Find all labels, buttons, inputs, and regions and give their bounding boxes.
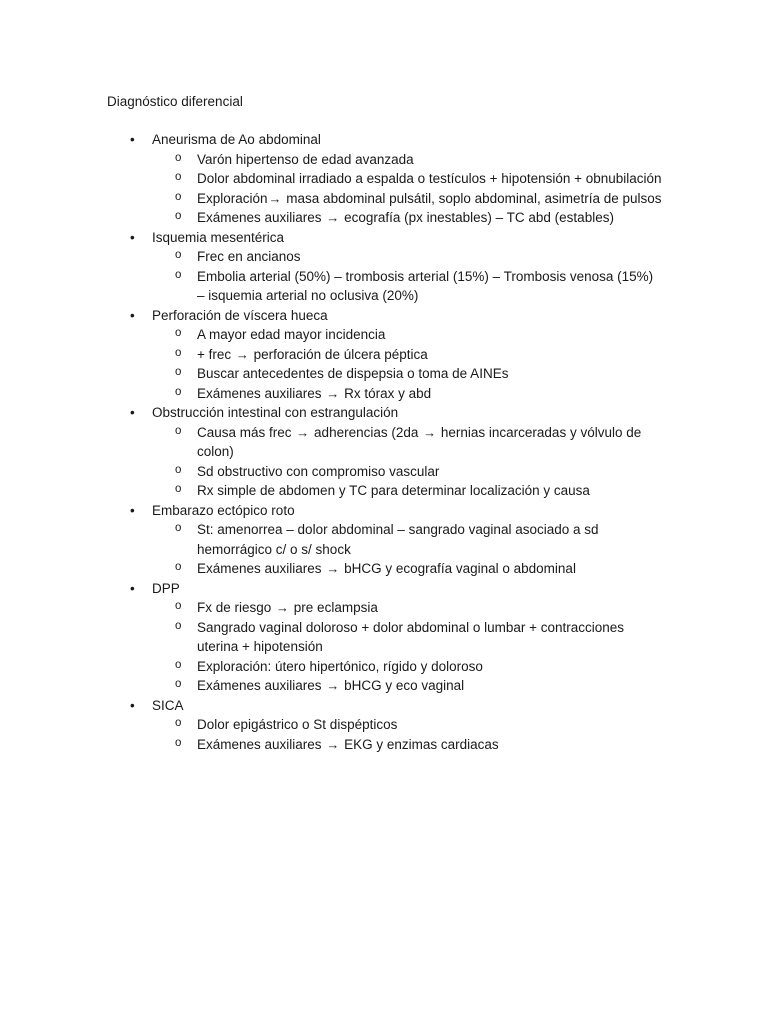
detail-text: Exámenes auxiliares <box>197 678 326 693</box>
detail-item <box>197 247 662 267</box>
detail-text: Fx de riesgo <box>197 600 276 615</box>
detail-text: Frec en ancianos <box>197 249 301 264</box>
detail-text: pre eclampsia <box>290 600 378 615</box>
detail-item <box>197 481 662 501</box>
diagnosis-details-list <box>152 150 768 228</box>
document-title: Diagnóstico diferencial <box>107 94 243 109</box>
detail-item <box>197 150 662 170</box>
diagnosis-details-list <box>152 247 768 306</box>
diagnosis-heading: Perforación de víscera hueca <box>152 307 328 323</box>
arrow-right-icon: → <box>276 600 290 615</box>
detail-text: Rx simple de abdomen y TC para determinar localización y causa <box>197 483 590 498</box>
detail-item <box>197 364 662 384</box>
detail-item <box>197 735 662 755</box>
diagnosis-heading: DPP <box>152 580 180 596</box>
detail-item <box>197 423 662 462</box>
detail-item <box>197 345 662 365</box>
detail-text: Exámenes auxiliares <box>197 736 326 752</box>
detail-text: Exploración: útero hipertónico, rígido y doloroso <box>197 658 483 674</box>
detail-text: EKG y enzimas cardiacas <box>340 736 499 752</box>
diagnosis-item <box>0 130 768 228</box>
differential-diagnosis-list <box>0 130 768 754</box>
diagnosis-heading: Aneurisma de Ao abdominal <box>152 132 321 147</box>
detail-text: Sd obstructivo con compromiso vascular <box>197 463 440 479</box>
detail-text: Exploración <box>197 190 268 206</box>
detail-text: Exámenes auxiliares <box>197 210 326 225</box>
diagnosis-heading: Obstrucción intestinal con estrangulación <box>152 405 399 420</box>
detail-text: St: amenorrea – dolor abdominal – sangrado vaginal asociado a sd hemorrágico c/ o s/ shock <box>197 522 599 557</box>
detail-item <box>197 559 662 579</box>
arrow-right-icon: → <box>326 678 340 693</box>
detail-text: Dolor epigástrico o St dispépticos <box>197 717 398 732</box>
detail-text: Dolor abdominal irradiado a espalda o testículos + hipotensión + obnubilación <box>197 171 662 186</box>
detail-text: perforación de úlcera péptica <box>249 346 428 362</box>
detail-item <box>197 189 662 209</box>
detail-text: A mayor edad mayor incidencia <box>197 327 386 342</box>
detail-text: Exámenes auxiliares <box>197 561 326 576</box>
diagnosis-item <box>0 403 768 501</box>
detail-text: masa abdominal pulsátil, soplo abdominal, asimetría de pulsos <box>282 190 662 206</box>
detail-text: adherencias (2da <box>310 424 423 440</box>
detail-item <box>197 169 662 189</box>
diagnosis-item <box>0 306 768 404</box>
arrow-right-icon: → <box>326 385 340 401</box>
diagnosis-heading: Embarazo ectópico roto <box>152 502 295 518</box>
arrow-right-icon: → <box>296 424 310 440</box>
detail-text: ecografía (px inestables) – TC abd (estables) <box>340 210 614 225</box>
detail-text: hernias incarceradas y vólvulo de colon) <box>197 424 642 459</box>
arrow-right-icon: → <box>235 346 249 362</box>
detail-text: + frec <box>197 346 235 362</box>
arrow-right-icon: → <box>326 736 340 752</box>
diagnosis-details-list <box>152 325 768 403</box>
detail-item <box>197 715 662 735</box>
arrow-right-icon: → <box>326 210 340 225</box>
arrow-right-icon: → <box>423 424 437 440</box>
diagnosis-details-list <box>152 423 768 501</box>
diagnosis-heading: SICA <box>152 697 184 713</box>
detail-text: Exámenes auxiliares <box>197 385 326 401</box>
detail-item <box>197 676 662 696</box>
detail-item <box>197 384 662 404</box>
detail-item <box>197 657 662 677</box>
detail-item <box>197 325 662 345</box>
detail-text: Sangrado vaginal doloroso + dolor abdominal o lumbar + contracciones uterina + hipotensión <box>197 619 625 654</box>
detail-item <box>197 462 662 482</box>
arrow-right-icon: → <box>326 561 340 576</box>
detail-text: Embolia arterial (50%) – trombosis arterial (15%) – Trombosis venosa (15%) – isquemia arterial no oclusiva (20%) <box>197 268 654 303</box>
diagnosis-item <box>0 228 768 306</box>
diagnosis-item <box>0 696 768 755</box>
diagnosis-details-list <box>152 715 768 754</box>
detail-item <box>197 598 662 618</box>
detail-text: Causa más frec <box>197 424 296 440</box>
detail-item <box>197 267 662 306</box>
diagnosis-item <box>0 579 768 696</box>
diagnosis-heading: Isquemia mesentérica <box>152 229 285 245</box>
diagnosis-item <box>0 501 768 579</box>
detail-item <box>197 208 662 228</box>
detail-text: Rx tórax y abd <box>340 385 432 401</box>
detail-text: bHCG y ecografía vaginal o abdominal <box>340 561 576 576</box>
detail-item <box>197 520 662 559</box>
detail-text: Buscar antecedentes de dispepsia o toma de AINEs <box>197 366 509 381</box>
detail-text: Varón hipertenso de edad avanzada <box>197 151 414 167</box>
diagnosis-details-list <box>152 598 768 696</box>
detail-text: bHCG y eco vaginal <box>340 678 465 693</box>
arrow-right-icon: → <box>268 190 282 206</box>
diagnosis-details-list <box>152 520 768 579</box>
detail-item <box>197 618 662 657</box>
